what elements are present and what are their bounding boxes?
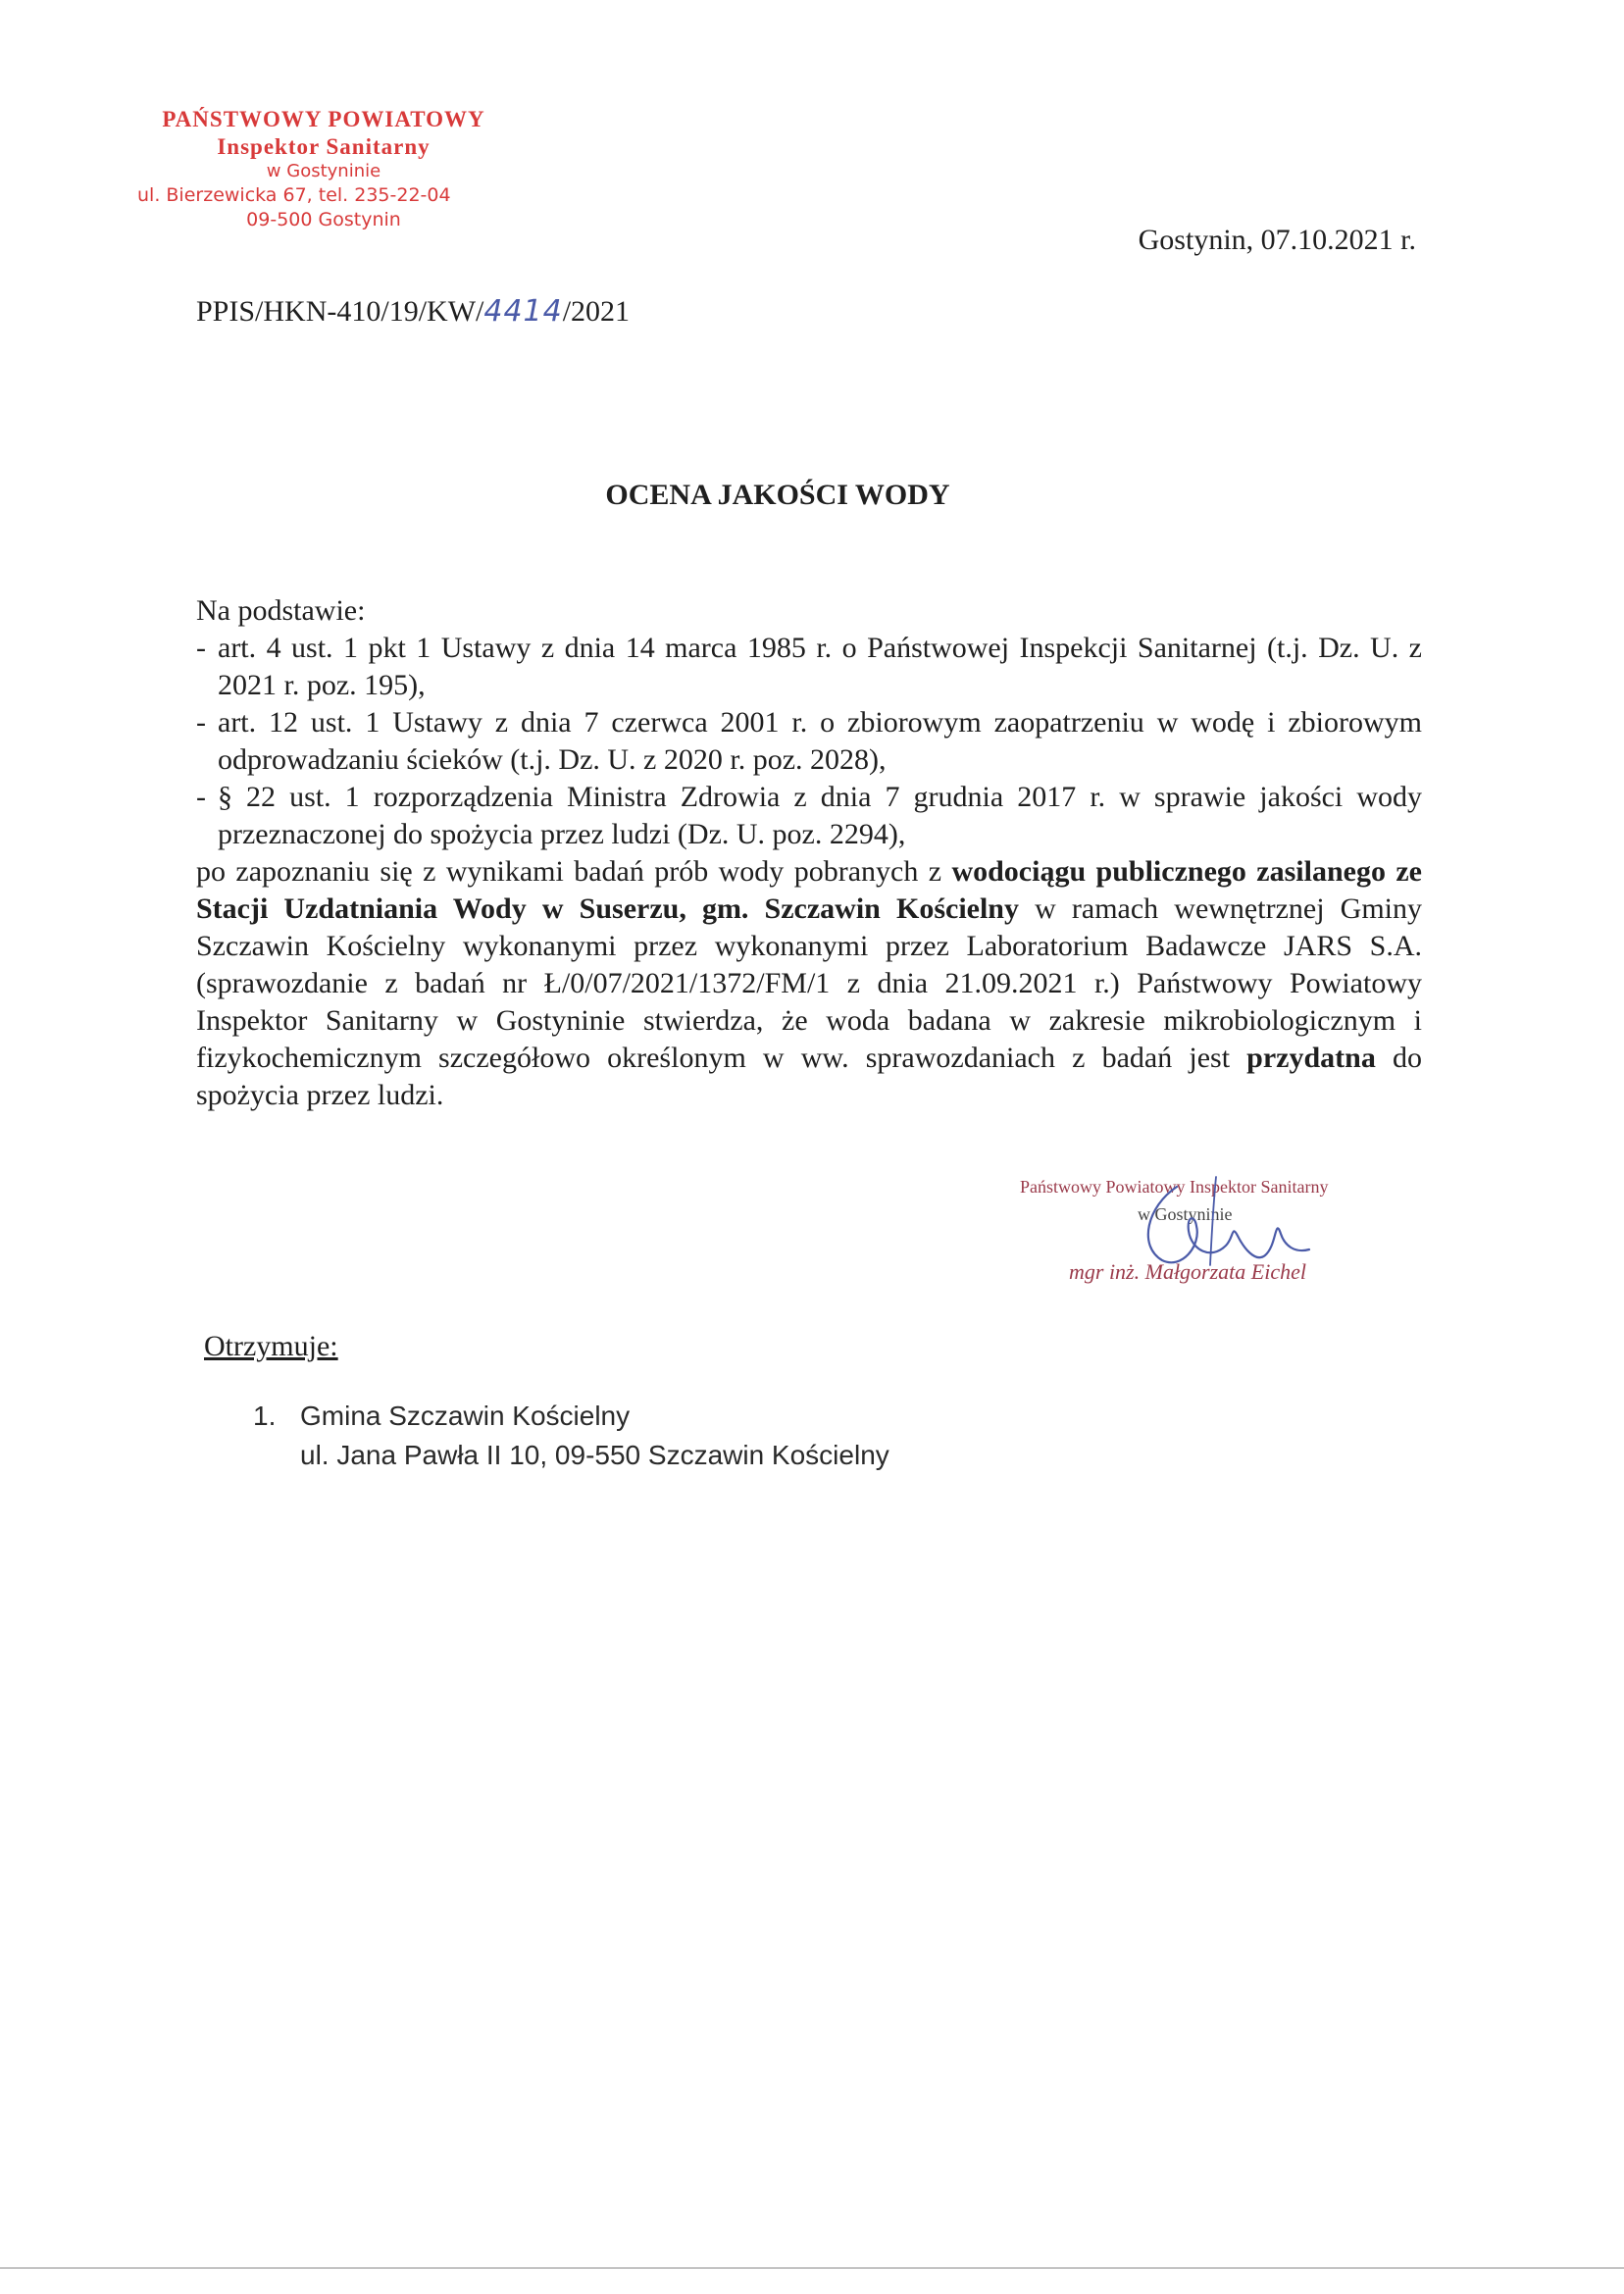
assessment-paragraph <box>196 853 1422 1114</box>
office-stamp <box>137 106 510 231</box>
recipients-list <box>253 1397 889 1475</box>
signature-title: Państwowy Powiatowy Inspektor Sanitarny <box>1020 1177 1329 1197</box>
reference-suffix: /2021 <box>562 295 631 328</box>
legal-basis-text: art. 4 ust. 1 pkt 1 Ustawy z dnia 14 marca 1985 r. o Państwowej Inspekcji Sanitarnej (t.j. Dz. U. z 2021 r. poz. 195), <box>218 632 1422 701</box>
legal-basis-text: art. 12 ust. 1 Ustawy z dnia 7 czerwca 2001 r. o zbiorowym zaopatrzeniu w wodę i zbiorowym odprowadzaniu ścieków (t.j. Dz. U. z 2020 r. poz. 2028), <box>218 706 1422 776</box>
handwritten-signature <box>1108 1167 1324 1285</box>
document-date: Gostynin, 07.10.2021 r. <box>1138 224 1416 256</box>
assessment-text-3: do spożycia przez ludzi. <box>196 1042 1423 1111</box>
stamp-line-4: ul. Bierzewicka 67, tel. 235-22-04 <box>137 184 451 206</box>
legal-basis-text: § 22 ust. 1 rozporządzenia Ministra Zdrowia z dnia 7 grudnia 2017 r. w sprawie jakości wody przeznaczonej do spożycia przez ludzi (Dz. U. poz. 2294), <box>218 781 1422 850</box>
recipients-heading: Otrzymuje: <box>204 1330 338 1362</box>
list-dash: - <box>196 781 206 813</box>
stamp-line-1: PAŃSTWOWY POWIATOWY <box>162 107 485 131</box>
recipient-name: Gmina Szczawin Kościelny <box>300 1401 631 1431</box>
reference-number <box>196 294 630 329</box>
page-bottom-rule <box>0 2268 1624 2269</box>
recipient-number: 1. <box>253 1401 277 1431</box>
document-body <box>196 592 1422 1114</box>
list-dash: - <box>196 632 206 664</box>
legal-basis-item <box>196 704 1422 779</box>
body-intro: Na podstawie: <box>196 594 366 627</box>
signature-name: mgr inż. Małgorzata Eichel <box>1069 1259 1306 1284</box>
signature-block <box>1020 1177 1432 1304</box>
stamp-line-5: 09-500 Gostynin <box>246 209 401 230</box>
document-title: OCENA JAKOŚCI WODY <box>605 479 950 511</box>
legal-basis-item <box>196 630 1422 704</box>
reference-prefix: PPIS/HKN-410/19/KW/ <box>196 295 484 328</box>
assessment-bold-source: wodociągu publicznego zasilanego ze Stacji Uzdatniania Wody w Suserzu, gm. Szczawin Kościelny <box>196 855 1422 925</box>
stamp-line-3: w Gostyninie <box>266 161 381 181</box>
list-item <box>253 1397 889 1436</box>
recipient-address: ul. Jana Pawła II 10, 09-550 Szczawin Kościelny <box>300 1440 889 1470</box>
assessment-text-1: po zapoznaniu się z wynikami badań prób wody pobranych z <box>196 855 952 888</box>
legal-basis-item <box>196 779 1422 853</box>
reference-handwritten-number: 4414 <box>483 294 563 329</box>
signature-office: w Gostyninie <box>1138 1204 1233 1224</box>
list-dash: - <box>196 706 206 739</box>
assessment-bold-verdict: przydatna <box>1246 1042 1376 1074</box>
assessment-text-2: w ramach wewnętrznej Gminy Szczawin Kościelny wykonanymi przez wykonanymi przez Laboratorium Badawcze JARS S.A. (sprawozdanie z badań nr Ł/0/07/2021/1372/FM/1 z dnia 21.09.2021 r.) Państwowy Powiatowy Inspektor Sanitarny w Gostyninie stwierdza, że woda badana w zakresie mikrobiologicznym i fizykochemicznym szczegółowo określonym w ww. sprawozdaniach z badań jest <box>196 892 1422 1074</box>
document-title-wrap <box>0 479 1624 512</box>
stamp-line-2: Inspektor Sanitarny <box>217 134 431 159</box>
